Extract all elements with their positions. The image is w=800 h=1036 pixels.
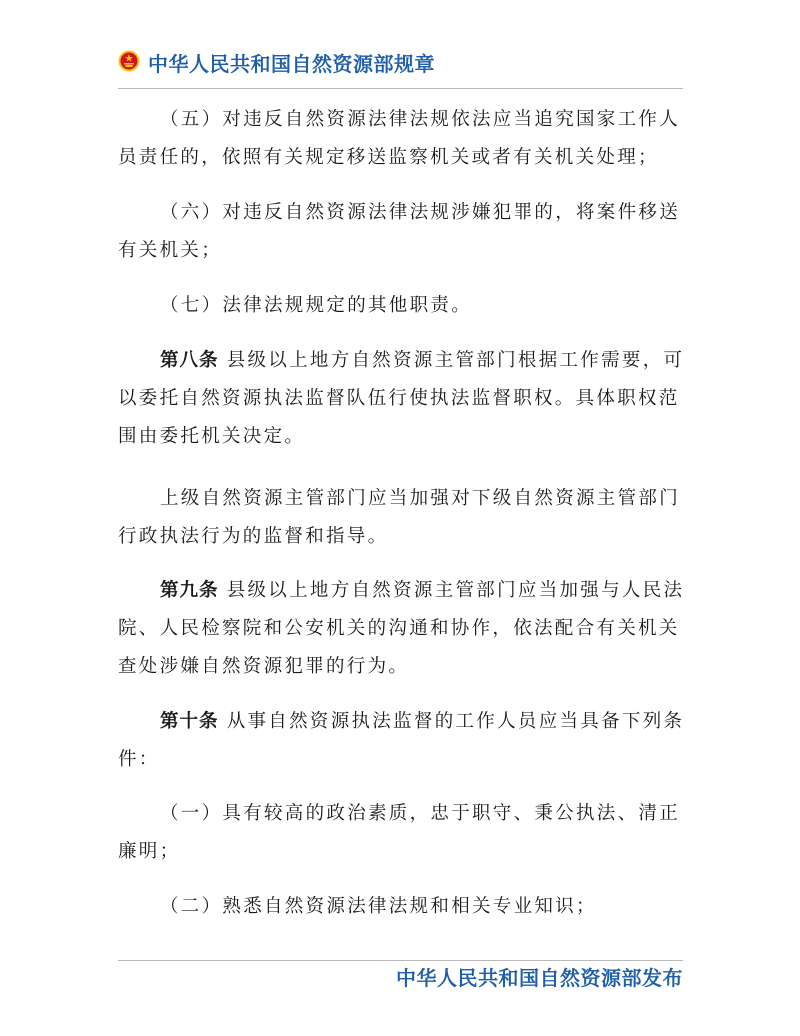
- footer-divider: [118, 960, 683, 961]
- article-9: [118, 572, 688, 686]
- page-header: [118, 46, 683, 89]
- article-number: 第九条: [160, 580, 219, 601]
- paragraph-text: （一）具有较高的政治素质，忠于职守、秉公执法、清正廉明；: [118, 803, 681, 862]
- paragraph-text: 县级以上地方自然资源主管部门根据工作需要，可以委托自然资源执法监督队伍行使执法监督职权。具体职权范围由委托机关决定。: [118, 350, 685, 447]
- paragraph-item-2: [118, 888, 688, 926]
- paragraph-text: 从事自然资源执法监督的工作人员应当具备下列条件：: [118, 711, 685, 770]
- article-8-paragraph-2: [118, 480, 688, 556]
- header-title: 中华人民共和国自然资源部规章: [148, 52, 435, 76]
- article-number: 第八条: [160, 350, 219, 371]
- paragraph-text: （二）熟悉自然资源法律法规和相关专业知识；: [160, 896, 597, 917]
- national-emblem-icon: [118, 50, 140, 72]
- article-10: [118, 703, 688, 779]
- paragraph-text: 上级自然资源主管部门应当加强对下级自然资源主管部门行政执法行为的监督和指导。: [118, 488, 681, 547]
- paragraph-item-6: [118, 194, 688, 270]
- paragraph-text: （五）对违反自然资源法律法规依法应当追究国家工作人员责任的，依照有关规定移送监察机关或者有关机关处理；: [118, 109, 681, 168]
- article-8: [118, 342, 688, 456]
- paragraph-item-7: [118, 287, 688, 325]
- paragraph-item-5: [118, 101, 688, 177]
- paragraph-text: （六）对违反自然资源法律法规涉嫌犯罪的，将案件移送有关机关；: [118, 202, 681, 261]
- paragraph-text: （七）法律法规规定的其他职责。: [160, 295, 473, 316]
- article-number: 第十条: [160, 711, 219, 732]
- footer-publisher: 中华人民共和国自然资源部发布: [396, 966, 683, 990]
- paragraph-text: 县级以上地方自然资源主管部门应当加强与人民法院、人民检察院和公安机关的沟通和协作，依法配合有关机关查处涉嫌自然资源犯罪的行为。: [118, 580, 685, 677]
- paragraph-item-1: [118, 795, 688, 871]
